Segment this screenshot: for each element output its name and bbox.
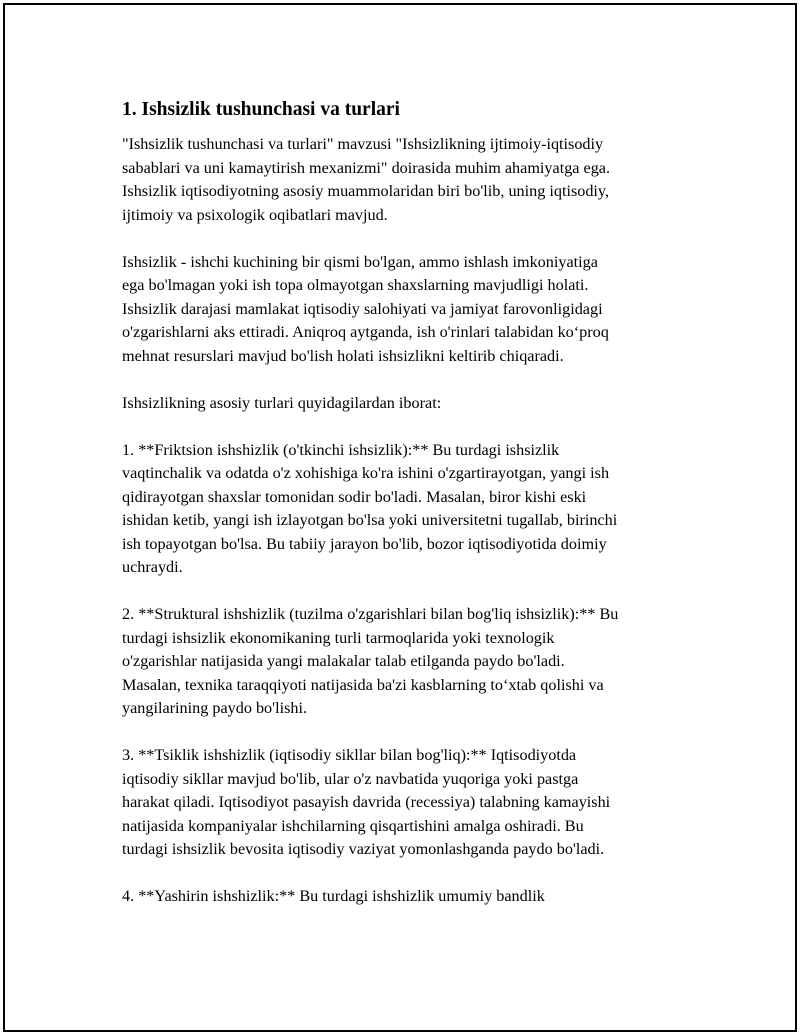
text-line: "Ishsizlik tushunchasi va turlari" mavzusi "Ishsizlikning ijtimoiy-iqtisodiy [122, 135, 604, 153]
text-line: Ishsizlik iqtisodiyotning asosiy muammolaridan biri bo'lib, uning iqtisodiy, [122, 182, 610, 200]
text-line: vaqtinchalik va odatda o'z xohishiga ko'ra ishini o'zgartirayotgan, yangi ish [122, 464, 610, 482]
text-line: 3. **Tsiklik ishshizlik (iqtisodiy sikllar bilan bog'liq):** Iqtisodiyotda [122, 746, 577, 764]
text-line: Ishsizlikning asosiy turlari quyidagilardan iborat: [122, 393, 442, 412]
text-line: uchraydi. [122, 558, 183, 576]
page-frame [3, 3, 797, 1032]
text-line: mehnat resurslari mavjud bo'lish holati ishsizlikni keltirib chiqaradi. [122, 346, 564, 365]
text-line: sabablari va uni kamaytirish mexanizmi" doirasida muhim ahamiyatga ega. [122, 158, 611, 177]
text-line: Masalan, texnika taraqqiyoti natijasida ba'zi kasblarning to‘xtab qolishi va [122, 675, 604, 694]
text-line: turdagi ishsizlik ekonomikaning turli tarmoqlarida yoki texnologik [122, 628, 555, 647]
text-line: o'zgarishlar natijasida yangi malakalar talab etilganda paydo bo'ladi. [122, 652, 565, 670]
text-line: 2. **Struktural ishshizlik (tuzilma o'zgarishlari bilan bog'liq ishsizlik):** Bu [122, 605, 619, 623]
document-body [122, 97, 702, 932]
text-line: Ishsizlik - ishchi kuchining bir qismi bo'lgan, ammo ishlash imkoniyatiga [122, 252, 598, 271]
paragraph-structural [122, 603, 702, 721]
text-line: ishidan ketib, yangi ish izlayotgan bo'lsa yoki universitetni tugallab, birinchi [122, 511, 618, 529]
text-line: turdagi ishsizlik bevosita iqtisodiy vaziyat yomonlashganda paydo bo'ladi. [122, 840, 605, 858]
text-line: ish topayotgan bo'lsa. Bu tabiiy jarayon bo'lib, bozor iqtisodiyotida doimiy [122, 534, 607, 553]
text-line: iqtisodiy sikllar mavjud bo'lib, ular o'z navbatida yuqoriga yoki pastga [122, 769, 579, 788]
page-title: 1. Ishsizlik tushunchasi va turlari [122, 99, 400, 120]
paragraph-frictional [122, 439, 702, 580]
text-line: 1. **Friktsion ishshizlik (o'tkinchi ishsizlik):** Bu turdagi ishsizlik [122, 440, 560, 459]
text-line: qidirayotgan shaxslar tomonidan sodir bo'ladi. Masalan, biror kishi eski [122, 487, 587, 506]
text-line: yangilarining paydo bo'lishi. [122, 699, 308, 717]
text-line: 4. **Yashirin ishshizlik:** Bu turdagi ishshizlik umumiy bandlik [122, 887, 545, 905]
paragraph-hidden [122, 885, 702, 909]
text-line: o'zgarishlarni aks ettiradi. Aniqroq aytganda, ish o'rinlari talabidan ko‘proq [122, 323, 609, 341]
text-line: ega bo'lmagan yoki ish topa olmayotgan shaxslarning mavjudligi holati. [122, 276, 589, 294]
text-line: Ishsizlik darajasi mamlakat iqtisodiy salohiyati va jamiyat farovonligidagi [122, 299, 603, 318]
text-line: natijasida kompaniyalar ishchilarning qisqartishini amalga oshiradi. Bu [122, 816, 584, 835]
text-line: harakat qiladi. Iqtisodiyot pasayish davrida (recessiya) talabning kamayishi [122, 793, 611, 811]
paragraph-cyclical [122, 744, 702, 862]
paragraph-types-intro [122, 392, 702, 416]
paragraph-intro [122, 133, 702, 227]
paragraph-definition [122, 251, 702, 369]
text-line: ijtimoiy va psixologik oqibatlari mavjud. [122, 205, 388, 224]
